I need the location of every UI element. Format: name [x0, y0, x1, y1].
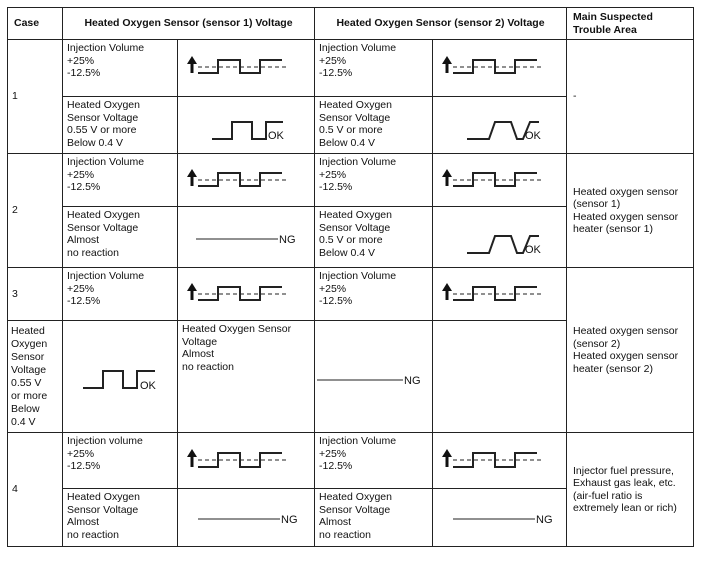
case1-injection-row: [8, 40, 694, 97]
trapezoid-waveform-ok: [433, 97, 567, 154]
header-trouble-area: [567, 8, 694, 40]
case2-s1-voltage-waveform: [178, 207, 315, 268]
case3-s2-voltage-waveform: [315, 321, 433, 433]
trapezoid-waveform-ok: [433, 207, 567, 268]
case4-injection-row: [8, 433, 694, 489]
case4-s2-voltage: Heated Oxygen Sensor Voltage Almost no reaction: [315, 489, 433, 547]
case4-s2-voltage-waveform: [433, 489, 567, 547]
injection-waveform: [178, 433, 315, 489]
case3-empty-cell: [433, 321, 567, 433]
case4-s2-injection: Injection Volume +25% -12.5%: [315, 433, 433, 489]
case2-s2-voltage-waveform: [433, 207, 567, 268]
case2-injection-row: [8, 154, 694, 207]
arrow-up-icon: [187, 449, 197, 457]
arrow-up-icon: [442, 56, 452, 64]
case1-trouble-area: -: [567, 40, 694, 154]
arrow-up-icon: [187, 56, 197, 64]
ok-label: OK: [525, 130, 541, 142]
ng-label: NG: [279, 234, 296, 246]
header-case: Case: [8, 8, 63, 40]
case1-s1-injection-waveform: [178, 40, 315, 97]
case3-s2-voltage: Heated Oxygen Sensor Voltage Almost no reaction: [178, 321, 315, 433]
arrow-up-icon: [442, 169, 452, 177]
case3-s1-voltage-waveform: [63, 321, 178, 433]
case2-trouble-area: Heated oxygen sensor (sensor 1) Heated oxygen sensor heater (sensor 1): [567, 154, 694, 268]
header-trouble-line2: Trouble Area: [573, 23, 637, 36]
arrow-up-icon: [187, 169, 197, 177]
case2-s1-voltage: Heated Oxygen Sensor Voltage Almost no reaction: [63, 207, 178, 268]
case3-s1-injection-waveform: [178, 268, 315, 321]
case3-label: 3: [8, 268, 63, 321]
injection-minus: -12.5%: [67, 67, 101, 79]
case2-s1-injection: Injection Volume +25% -12.5%: [63, 154, 178, 207]
injection-waveform: [433, 40, 567, 97]
diagnostic-table: [7, 7, 694, 547]
ok-label: OK: [268, 130, 284, 142]
case4-label: 4: [8, 433, 63, 547]
injection-waveform: [178, 154, 315, 207]
case3-s2-injection: Injection Volume +25% -12.5%: [315, 268, 433, 321]
case1-s2-injection: Injection Volume +25% -12.5%: [315, 40, 433, 97]
case4-s1-injection-waveform: [178, 433, 315, 489]
flat-line-ng: [315, 321, 433, 433]
case4-s1-voltage-waveform: [178, 489, 315, 547]
ok-label: OK: [140, 380, 156, 392]
case1-s1-injection: [63, 40, 178, 97]
case2-label: 2: [8, 154, 63, 268]
case3-trouble-area: Heated oxygen sensor (sensor 2) Heated oxygen sensor heater (sensor 2): [567, 268, 694, 433]
header-sensor1: Heated Oxygen Sensor (sensor 1) Voltage: [63, 8, 315, 40]
injection-plus: +25%: [67, 54, 95, 67]
injection-waveform: [433, 154, 567, 207]
injection-waveform: [433, 268, 567, 321]
case2-s2-injection: Injection Volume +25% -12.5%: [315, 154, 433, 207]
injection-label: Injection Volume: [67, 42, 145, 54]
injection-waveform: [178, 268, 315, 321]
arrow-up-icon: [442, 449, 452, 457]
header-trouble-line1: Main Suspected: [573, 11, 653, 23]
flat-line-ng: [433, 489, 567, 547]
case1-s1-voltage: Heated Oxygen Sensor Voltage 0.55 V or more Below 0.4 V: [63, 97, 178, 154]
arrow-up-icon: [187, 283, 197, 291]
case3-s2-injection-waveform: [433, 268, 567, 321]
case1-s1-voltage-waveform: [178, 97, 315, 154]
case3-injection-row: [8, 268, 694, 321]
square-waveform-ok: [178, 97, 315, 154]
flat-line-ng: [178, 489, 315, 547]
case2-s2-voltage: Heated Oxygen Sensor Voltage 0.5 V or more Below 0.4 V: [315, 207, 433, 268]
ng-label: NG: [404, 375, 421, 387]
case1-s2-injection-waveform: [433, 40, 567, 97]
ng-label: NG: [281, 514, 298, 526]
case4-s2-injection-waveform: [433, 433, 567, 489]
case4-s1-voltage: Heated Oxygen Sensor Voltage Almost no reaction: [63, 489, 178, 547]
ok-label: OK: [525, 244, 541, 256]
header-sensor2: Heated Oxygen Sensor (sensor 2) Voltage: [315, 8, 567, 40]
square-waveform-ok: [63, 321, 178, 433]
case2-s2-injection-waveform: [433, 154, 567, 207]
case1-s2-voltage-waveform: [433, 97, 567, 154]
injection-waveform: [433, 433, 567, 489]
case1-label: 1: [8, 40, 63, 154]
case2-s1-injection-waveform: [178, 154, 315, 207]
header-row: [8, 8, 694, 40]
case4-trouble-area: Injector fuel pressure, Exhaust gas leak, etc. (air-fuel ratio is extremely lean or rich): [567, 433, 694, 547]
arrow-up-icon: [442, 283, 452, 291]
case1-s2-voltage: Heated Oxygen Sensor Voltage 0.5 V or more Below 0.4 V: [315, 97, 433, 154]
case3-s1-injection: Injection Volume +25% -12.5%: [63, 268, 178, 321]
injection-waveform: [178, 40, 315, 97]
flat-line-ng: [178, 207, 315, 268]
case4-s1-injection: Injection volume +25% -12.5%: [63, 433, 178, 489]
ng-label: NG: [536, 514, 553, 526]
case3-left-label: Heated Oxygen Sensor Voltage 0.55 V or more Below 0.4 V: [8, 321, 63, 433]
